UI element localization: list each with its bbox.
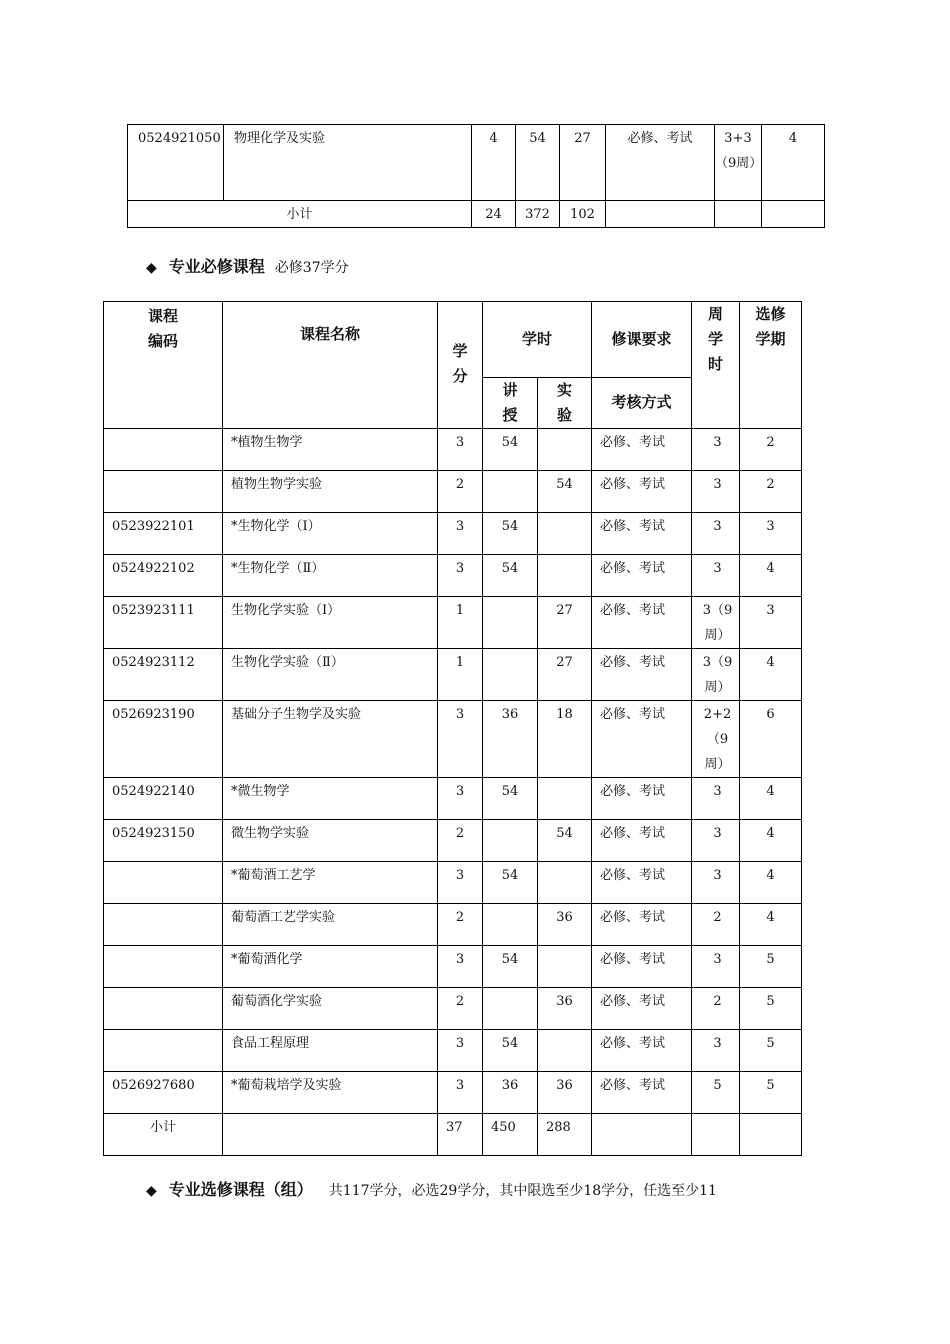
course-weekly-hours: 3: [692, 862, 740, 904]
course-name: *生物化学（Ⅱ）: [223, 555, 438, 597]
course-lab-hours: [538, 555, 592, 597]
course-requirement: 必修、考试: [592, 1030, 692, 1072]
course-code: 0524923112: [104, 649, 223, 701]
course-semester: 5: [740, 988, 802, 1030]
subtotal-credits: 37: [438, 1114, 483, 1156]
course-lab-hours: 54: [538, 471, 592, 513]
diamond-bullet-icon: ◆: [146, 1183, 157, 1199]
course-semester: 4: [762, 125, 825, 201]
course-code: [104, 471, 223, 513]
course-lab-hours: [538, 513, 592, 555]
course-credits: 3: [438, 701, 483, 778]
course-lecture-hours: [483, 988, 538, 1030]
course-weekly-hours: 3: [692, 946, 740, 988]
course-weekly-hours: 3+3（9周）: [715, 125, 762, 201]
header-code: 课程编码: [104, 302, 223, 429]
course-weekly-hours: 3: [692, 555, 740, 597]
course-code: [104, 429, 223, 471]
course-semester: 2: [740, 471, 802, 513]
course-credits: 1: [438, 649, 483, 701]
course-lab-hours: 18: [538, 701, 592, 778]
course-lecture-hours: 54: [483, 1030, 538, 1072]
section-note: 共117学分，必选29学分，其中限选至少18学分，任选至少11: [328, 1183, 717, 1199]
table-row: [104, 649, 802, 701]
course-name: *微生物学: [223, 778, 438, 820]
course-semester: 4: [740, 820, 802, 862]
header-semester: 选修学期: [740, 302, 802, 429]
course-name: 葡萄酒化学实验: [223, 988, 438, 1030]
course-credits: 3: [438, 946, 483, 988]
table-row: [104, 820, 802, 862]
course-lab-hours: [538, 429, 592, 471]
course-code: 0523923111: [104, 597, 223, 649]
course-lab-hours: 36: [538, 904, 592, 946]
course-requirement: 必修、考试: [592, 555, 692, 597]
course-semester: 6: [740, 701, 802, 778]
course-code: 0526923190: [104, 701, 223, 778]
course-lecture-hours: 54: [483, 429, 538, 471]
course-code: 0526927680: [104, 1072, 223, 1114]
subtotal-lab: 102: [560, 201, 606, 228]
course-lab-hours: [538, 862, 592, 904]
course-credits: 2: [438, 820, 483, 862]
course-code: [104, 988, 223, 1030]
course-lab-hours: 27: [560, 125, 606, 201]
course-name: 基础分子生物学及实验: [223, 701, 438, 778]
course-code: [104, 862, 223, 904]
subtotal-lecture: 450: [483, 1114, 538, 1156]
table-row: [104, 988, 802, 1030]
section-heading-elective: [146, 1177, 717, 1200]
course-weekly-hours: 3（9周）: [692, 597, 740, 649]
course-weekly-hours: 3: [692, 1030, 740, 1072]
course-requirement: 必修、考试: [592, 1072, 692, 1114]
course-lab-hours: 36: [538, 1072, 592, 1114]
course-requirement: 必修、考试: [592, 820, 692, 862]
header-weekly-hours: 周学时: [692, 302, 740, 429]
course-lab-hours: [538, 1030, 592, 1072]
course-name: *植物生物学: [223, 429, 438, 471]
section-title: 专业必修课程: [168, 257, 265, 276]
course-lecture-hours: 36: [483, 701, 538, 778]
subtotal-label: 小计: [128, 201, 472, 228]
table-row: [104, 429, 802, 471]
table-row: [104, 555, 802, 597]
header-name: 课程名称: [223, 302, 438, 429]
section-title: 专业选修课程（组）: [168, 1180, 313, 1199]
course-credits: 3: [438, 1072, 483, 1114]
course-semester: 3: [740, 513, 802, 555]
course-semester: 4: [740, 649, 802, 701]
course-name: *生物化学（Ⅰ）: [223, 513, 438, 555]
course-requirement: 必修、考试: [592, 946, 692, 988]
course-requirement: 必修、考试: [592, 904, 692, 946]
header-credits: 学分: [438, 302, 483, 429]
course-credits: 3: [438, 862, 483, 904]
course-code: 0524922102: [104, 555, 223, 597]
course-code: [104, 904, 223, 946]
course-semester: 4: [740, 555, 802, 597]
subtotal-lecture: 372: [516, 201, 560, 228]
course-lecture-hours: [483, 649, 538, 701]
course-semester: 5: [740, 1030, 802, 1072]
header-hours: 学时: [483, 302, 592, 378]
course-name: 生物化学实验（Ⅰ）: [223, 597, 438, 649]
course-credits: 3: [438, 555, 483, 597]
course-lecture-hours: [483, 820, 538, 862]
course-code: 0524921050: [128, 125, 224, 201]
course-name: *葡萄酒工艺学: [223, 862, 438, 904]
course-lab-hours: [538, 946, 592, 988]
table-row: [128, 125, 825, 201]
subtotal-lab: 288: [538, 1114, 592, 1156]
course-weekly-hours: 3: [692, 471, 740, 513]
course-lecture-hours: 54: [483, 946, 538, 988]
course-name: 葡萄酒工艺学实验: [223, 904, 438, 946]
course-semester: 4: [740, 778, 802, 820]
course-credits: 2: [438, 904, 483, 946]
subtotal-credits: 24: [472, 201, 516, 228]
course-lecture-hours: [483, 904, 538, 946]
table-row: [104, 597, 802, 649]
table-row: [104, 701, 802, 778]
section-heading-required: [146, 254, 349, 277]
course-weekly-hours: 5: [692, 1072, 740, 1114]
course-lecture-hours: [483, 471, 538, 513]
course-requirement: 必修、考试: [606, 125, 715, 201]
course-credits: 2: [438, 471, 483, 513]
subtotal-row: [104, 1114, 802, 1156]
course-weekly-hours: 3: [692, 429, 740, 471]
course-requirement: 必修、考试: [592, 471, 692, 513]
section-note: 必修37学分: [274, 260, 349, 276]
course-requirement: 必修、考试: [592, 862, 692, 904]
course-weekly-hours: 3: [692, 820, 740, 862]
course-weekly-hours: 3: [692, 778, 740, 820]
course-lab-hours: 36: [538, 988, 592, 1030]
diamond-bullet-icon: ◆: [146, 260, 157, 276]
header-exam: 考核方式: [592, 378, 692, 429]
header-requirement: 修课要求: [592, 302, 692, 378]
required-course-table: [103, 301, 802, 1156]
course-lab-hours: [538, 778, 592, 820]
course-requirement: 必修、考试: [592, 778, 692, 820]
table-row: [104, 513, 802, 555]
course-name: 植物生物学实验: [223, 471, 438, 513]
course-code: 0524923150: [104, 820, 223, 862]
course-semester: 5: [740, 946, 802, 988]
course-name: 物理化学及实验: [224, 125, 472, 201]
course-weekly-hours: 2: [692, 988, 740, 1030]
table-row: [104, 1030, 802, 1072]
course-requirement: 必修、考试: [592, 988, 692, 1030]
course-lecture-hours: [483, 597, 538, 649]
course-lab-hours: 54: [538, 820, 592, 862]
course-lecture-hours: 36: [483, 1072, 538, 1114]
course-credits: 2: [438, 988, 483, 1030]
course-semester: 4: [740, 862, 802, 904]
table-row: [104, 471, 802, 513]
course-semester: 5: [740, 1072, 802, 1114]
course-lecture-hours: 54: [483, 513, 538, 555]
course-requirement: 必修、考试: [592, 597, 692, 649]
course-credits: 4: [472, 125, 516, 201]
course-requirement: 必修、考试: [592, 649, 692, 701]
header-lab: 实验: [538, 378, 592, 429]
course-weekly-hours: 3: [692, 513, 740, 555]
course-credits: 1: [438, 597, 483, 649]
course-requirement: 必修、考试: [592, 701, 692, 778]
course-rows: [104, 429, 802, 1114]
course-semester: 2: [740, 429, 802, 471]
course-lecture-hours: 54: [516, 125, 560, 201]
course-semester: 4: [740, 904, 802, 946]
course-weekly-hours: 3（9周）: [692, 649, 740, 701]
course-lecture-hours: 54: [483, 862, 538, 904]
header-lecture: 讲授: [483, 378, 538, 429]
table-header-row: [104, 302, 802, 378]
course-requirement: 必修、考试: [592, 429, 692, 471]
course-semester: 3: [740, 597, 802, 649]
table-row: [104, 904, 802, 946]
course-credits: 3: [438, 513, 483, 555]
subtotal-row: [128, 201, 825, 228]
table-row: [104, 862, 802, 904]
course-code: [104, 946, 223, 988]
course-lab-hours: 27: [538, 597, 592, 649]
course-code: 0524922140: [104, 778, 223, 820]
course-lecture-hours: 54: [483, 555, 538, 597]
course-name: 食品工程原理: [223, 1030, 438, 1072]
course-requirement: 必修、考试: [592, 513, 692, 555]
course-credits: 3: [438, 1030, 483, 1072]
course-name: *葡萄酒化学: [223, 946, 438, 988]
course-name: 微生物学实验: [223, 820, 438, 862]
course-weekly-hours: 2+2（9周）: [692, 701, 740, 778]
course-weekly-hours: 2: [692, 904, 740, 946]
table-row: [104, 1072, 802, 1114]
table-row: [104, 778, 802, 820]
course-code: [104, 1030, 223, 1072]
course-lab-hours: 27: [538, 649, 592, 701]
course-name: 生物化学实验（Ⅱ）: [223, 649, 438, 701]
subtotal-label: 小计: [104, 1114, 223, 1156]
previous-course-table: [127, 124, 825, 228]
course-credits: 3: [438, 778, 483, 820]
course-credits: 3: [438, 429, 483, 471]
course-lecture-hours: 54: [483, 778, 538, 820]
course-name: *葡萄栽培学及实验: [223, 1072, 438, 1114]
course-code: 0523922101: [104, 513, 223, 555]
table-row: [104, 946, 802, 988]
